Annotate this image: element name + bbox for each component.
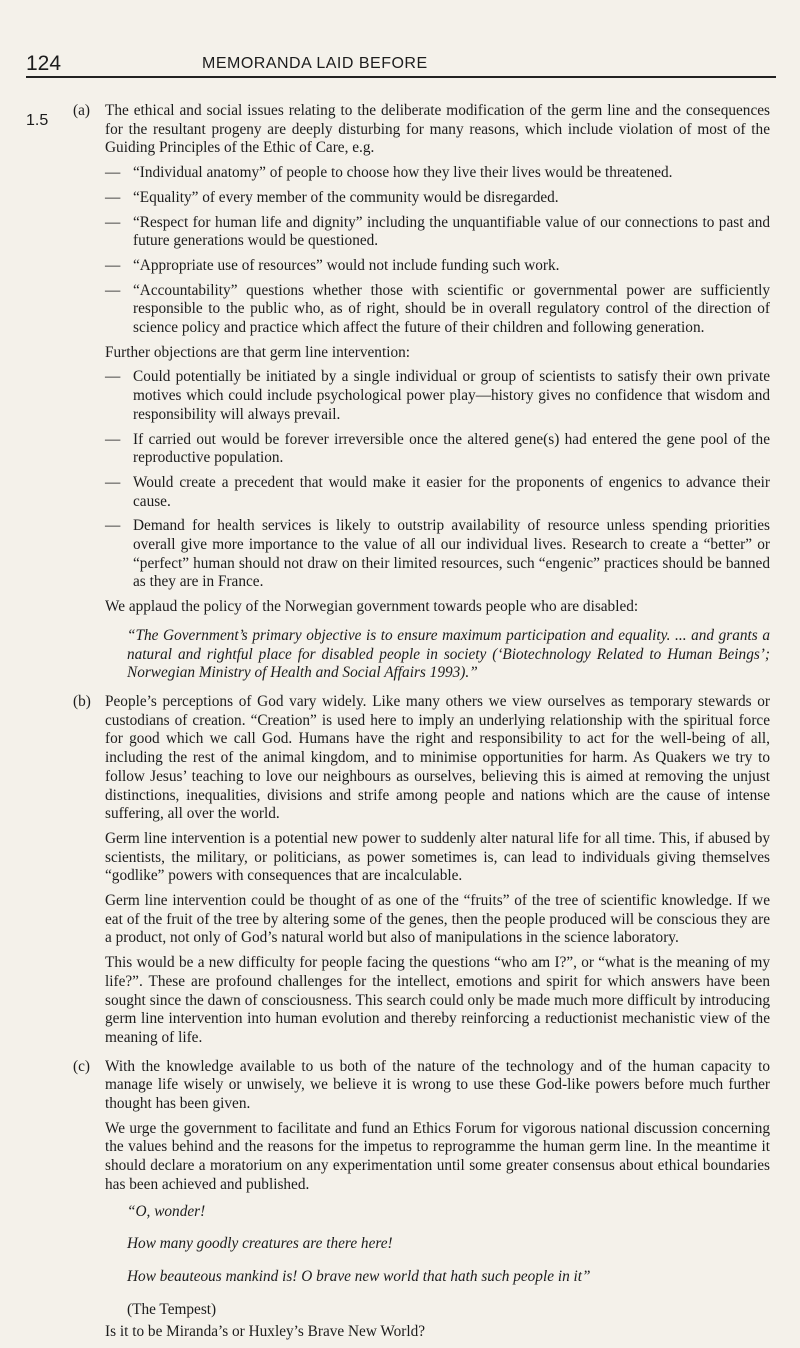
dash-mark: —: [105, 281, 121, 299]
paragraph: This would be a new difficulty for people facing the questions “who am I?”, or “what is the meaning of my life?”. These are profound challenges for the intellect, emotions and spirit for which answers have been sought since the dawn of consciousness. This search could only be made much more difficult by introducing germ line intervention into human evolution and thereby reinforcing a reductionist mechanistic view of the meaning of life.: [105, 954, 770, 1046]
dash-mark: —: [105, 473, 121, 491]
dash-mark: —: [105, 368, 121, 386]
page-header: [26, 52, 774, 78]
list-item-text: “Individual anatomy” of people to choose how they live their lives would be threatened.: [133, 164, 673, 182]
list-item: [105, 517, 770, 592]
list-item: [105, 189, 770, 208]
list-item: [105, 431, 770, 468]
closing-question: Is it to be Miranda’s or Huxley’s Brave New World?: [105, 1323, 426, 1341]
subsection-label: (c): [73, 1057, 90, 1075]
paragraph: People’s perceptions of God vary widely. Like many others we view ourselves as temporary stewards or custodians of creation. “Creation” is used here to imply an underlying relationship with the spiritual force for good which we call God. Humans have the right and responsibility to act for the well-being of all, including the rest of the animal kingdom, and to minimise opportunities for harm. As Quakers we try to follow Jesus’ teaching to love our neighbours as ourselves, believing this is aimed at removing the unjust distinctions, inequalities, divisions and strife among people and nations which are the cause of intense suffering, all over the world.: [105, 692, 770, 823]
dash-mark: —: [105, 213, 121, 231]
paragraph: With the knowledge available to us both of the nature of the technology and of the human capacity to manage life wisely or unwisely, we believe it is wrong to use these God-like powers before much further thought has been given.: [105, 1057, 770, 1113]
list-item-text: “Equality” of every member of the community would be disregarded.: [133, 188, 559, 206]
subsection-a: [26, 102, 770, 683]
dash-mark: —: [105, 430, 121, 448]
list-item-text: If carried out would be forever irreversible once the altered gene(s) had entered the gene pool of the reproductive population.: [133, 430, 770, 467]
section-number: 1.5: [26, 112, 49, 129]
paragraph: Germ line intervention is a potential new power to suddenly alter natural life for all time. This, if abused by scientists, the military, or politicians, as power sometimes is, can lead to individuals giving themselves “godlike” powers with consequences that are incalculable.: [105, 829, 770, 885]
list-item-text: “Respect for human life and dignity” including the unquantifiable value of our connections to past and future generations would be questioned.: [133, 213, 770, 250]
poem-source: (The Tempest): [127, 1300, 217, 1318]
page-number: 124: [26, 52, 62, 75]
poem-line: “O, wonder!: [127, 1202, 206, 1220]
header-rule: [26, 76, 776, 78]
list-item-text: Could potentially be initiated by a single individual or group of scientists to satisfy their own private motives which could include psychological power play—history gives no confidence that wisdom and responsibility will always prevail.: [133, 368, 770, 423]
dash-mark: —: [105, 256, 121, 274]
list-item: [105, 257, 770, 276]
paragraph: We applaud the policy of the Norwegian government towards people who are disabled:: [105, 598, 639, 616]
block-quote: “The Government’s primary objective is to ensure maximum participation and equality. ... and grants a natural and rightful place for disabled people in society (‘Biotechnology Related to Human Beings’; Norwegian Ministry of Health and Social Affairs 1993).”: [127, 626, 770, 682]
list-item: [105, 474, 770, 511]
subsection-b: [26, 693, 770, 1048]
list-item-text: Would create a precedent that would make it easier for the proponents of engenics to advance their cause.: [133, 473, 770, 510]
subsection-label: (a): [73, 102, 90, 119]
paragraph: Further objections are that germ line intervention:: [105, 343, 410, 361]
paragraph: The ethical and social issues relating to the deliberate modification of the germ line and the consequences for the resultant progeny are deeply disturbing for many reasons, which include violation of most of the Guiding Principles of the Ethic of Care, e.g.: [105, 102, 770, 157]
subsection-c: [26, 1058, 770, 1342]
list-item: [105, 282, 770, 338]
list-item-text: Demand for health services is likely to outstrip availability of resource unless spending priorities overall give more importance to the value of all our individual lives. Research to create a “better” or “perfect” human should not draw on their limited resources, such “engenic” practices should be banned as they are in France.: [133, 517, 770, 591]
dash-mark: —: [105, 517, 121, 535]
poem-line: How many goodly creatures are there here!: [127, 1235, 393, 1253]
poem-quote: [105, 1203, 770, 1320]
list-item-text: “Accountability” questions whether those with scientific or governmental power are sufficiently responsible to the public who, as of right, should be in overall regulatory control of the direction of science policy and practice which affect the future of their children and following generation.: [133, 281, 770, 337]
list-item: [105, 164, 770, 183]
paragraph: We urge the government to facilitate and fund an Ethics Forum for vigorous national discussion concerning the values behind and the reasons for the impetus to reprogramme the human germ line. In the meantime it should declare a moratorium on any experimentation until some greater consensus about ethical boundaries has been achieved and published.: [105, 1119, 770, 1193]
list-item: [105, 368, 770, 424]
poem-line: How beauteous mankind is! O brave new world that hath such people in it”: [127, 1267, 591, 1285]
list-item-text: “Appropriate use of resources” would not include funding such work.: [133, 256, 560, 274]
dash-mark: —: [105, 164, 121, 182]
paragraph: Germ line intervention could be thought of as one of the “fruits” of the tree of scientific knowledge. If we eat of the fruit of the tree by altering some of the genes, then the people produced will be conscious they are a product, not only of God’s natural world but also of manipulations in the science laboratory.: [105, 892, 770, 947]
running-head: MEMORANDA LAID BEFORE: [202, 55, 428, 72]
subsection-label: (b): [73, 692, 91, 710]
document-body: [26, 92, 770, 1348]
dash-mark: —: [105, 188, 121, 206]
section-1-5: [26, 102, 770, 1342]
list-item: [105, 214, 770, 251]
